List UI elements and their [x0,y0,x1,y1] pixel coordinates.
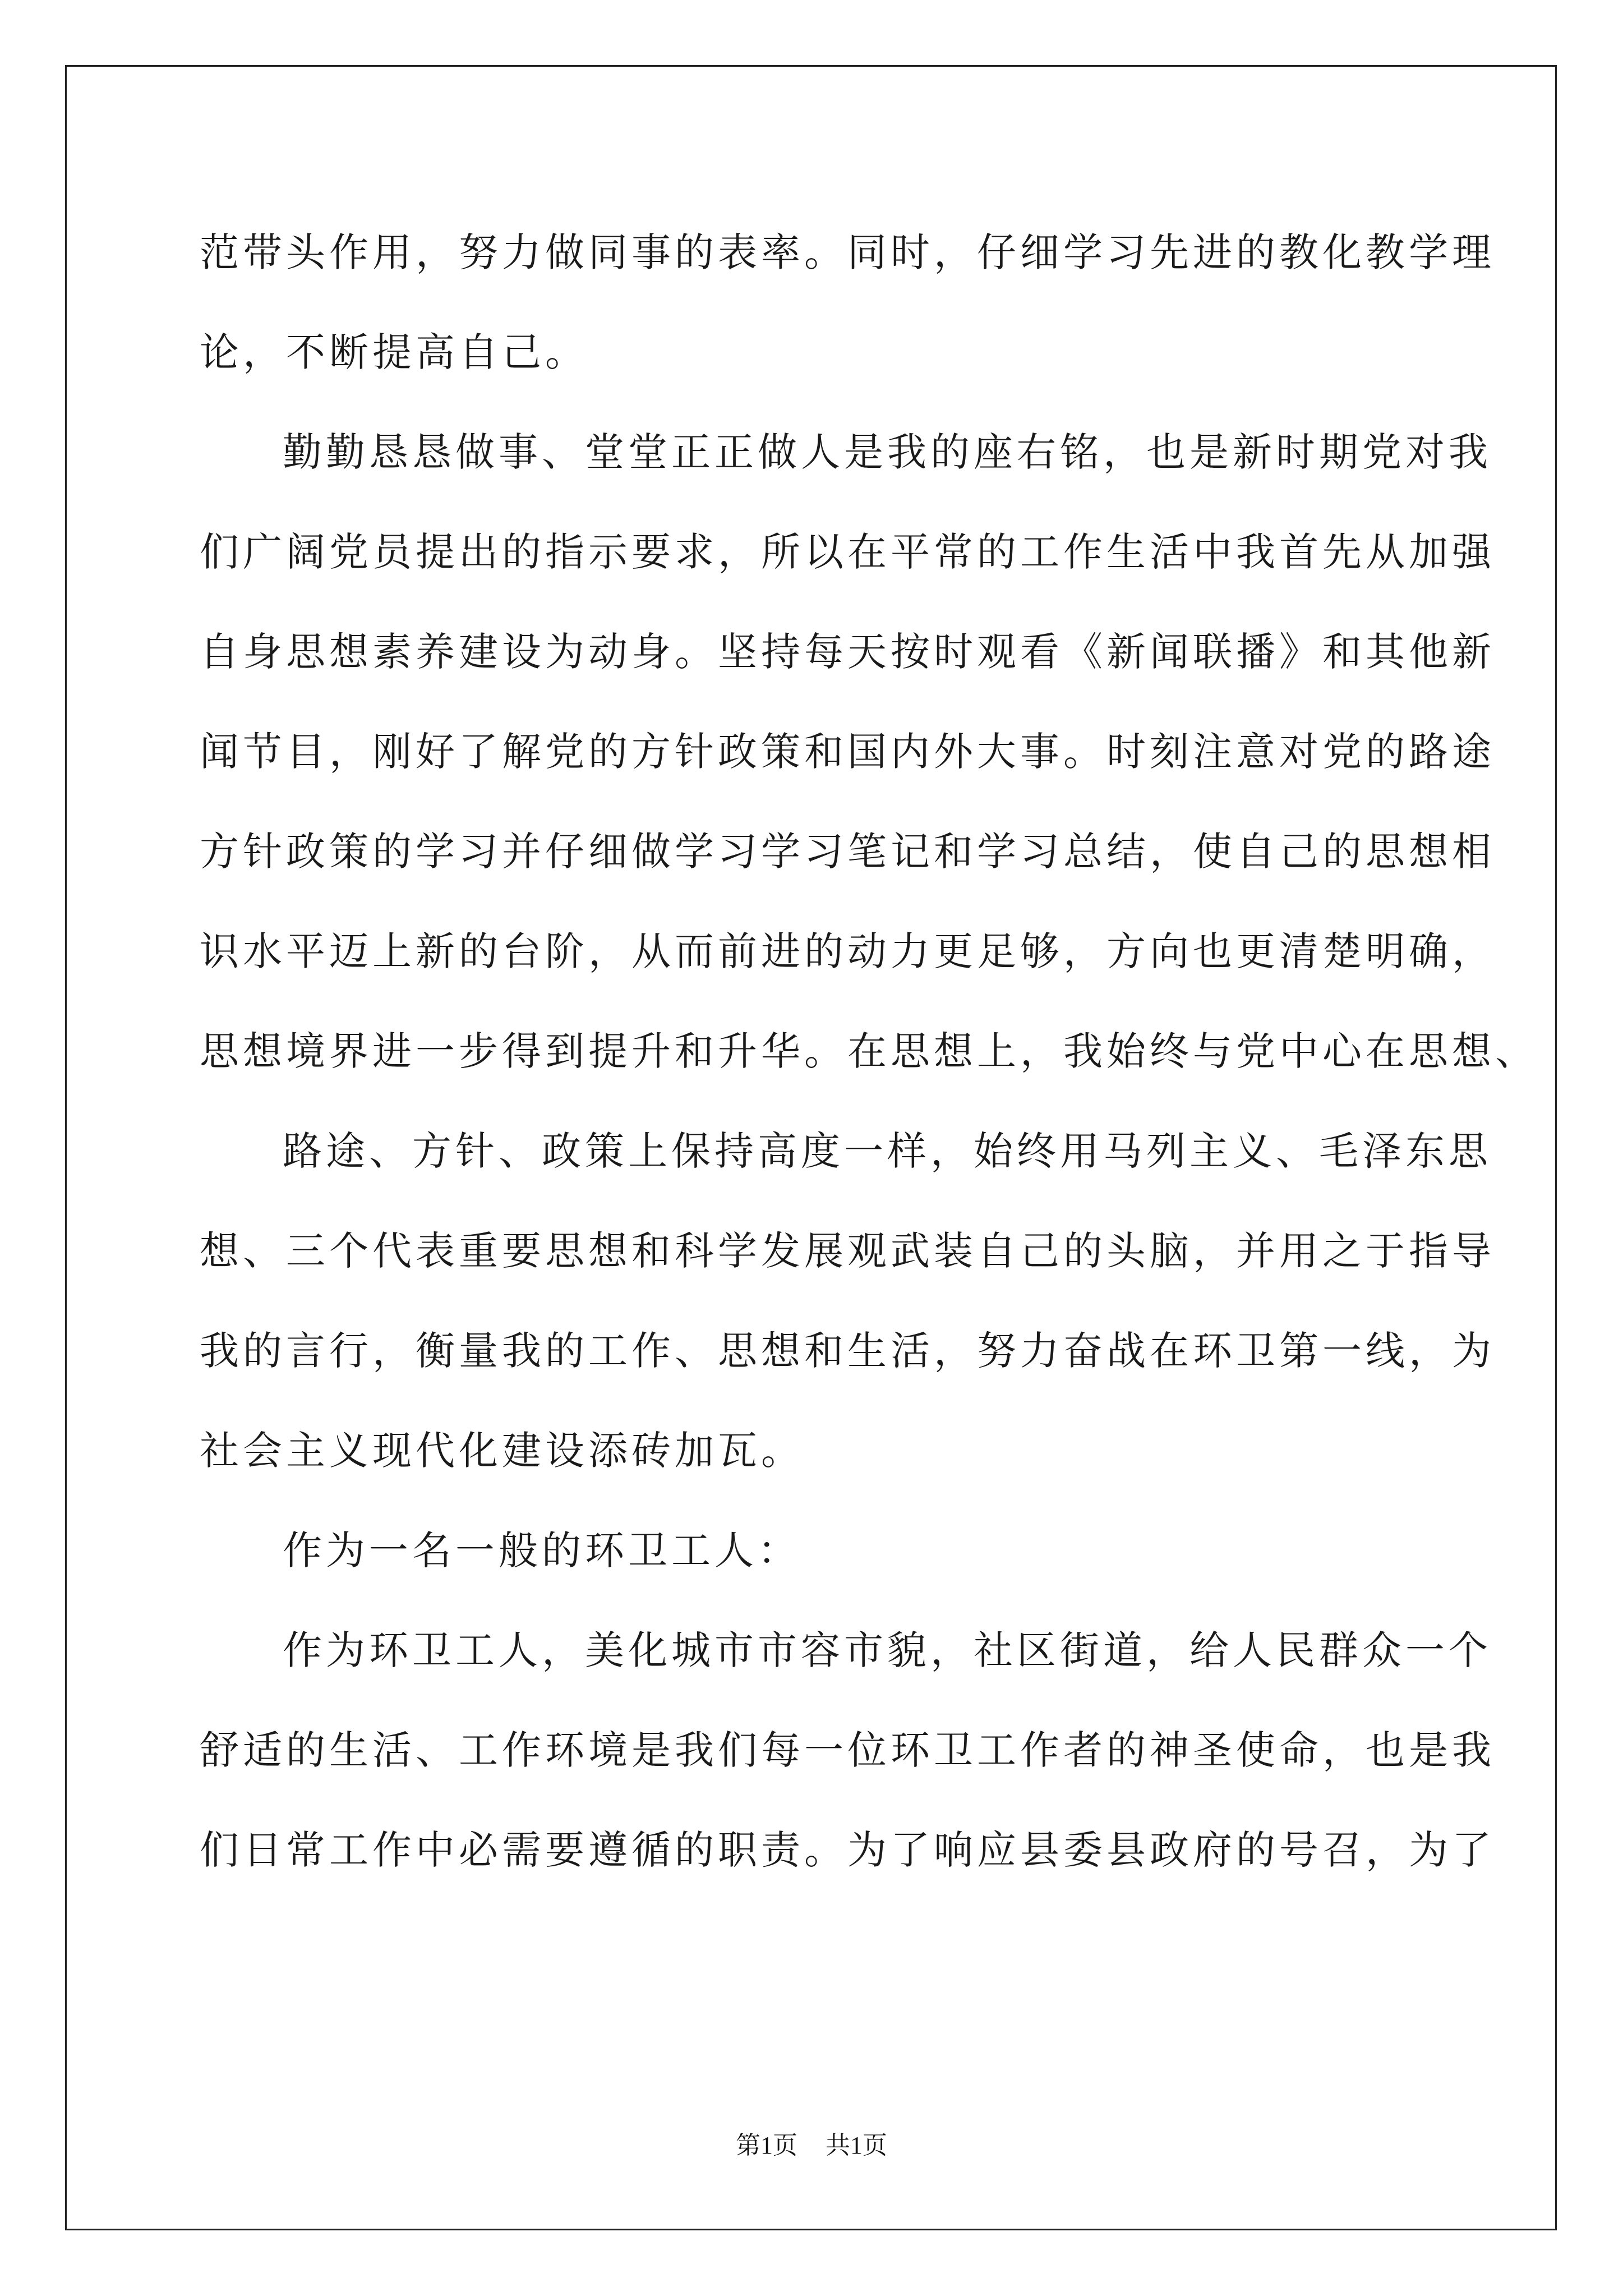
text-line: 作为一名一般的环卫工人： [283,1527,801,1573]
text-line: 思想境界进一步得到提升和升华。在思想上，我始终与党中心在思想、 [200,1028,1538,1074]
page-number: 第1页 [736,2132,797,2159]
page-total: 共1页 [826,2132,887,2159]
text-line: 闻节目，刚好了解党的方针政策和国内外大事。时刻注意对党的路途 [200,729,1495,775]
text-line: 想、三个代表重要思想和科学发展观武装自己的头脑，并用之于指导 [200,1228,1495,1274]
text-line: 识水平迈上新的台阶，从而前进的动力更足够，方向也更清楚明确， [200,928,1495,974]
text-line: 我的言行，衡量我的工作、思想和生活，努力奋战在环卫第一线，为 [200,1328,1495,1374]
document-body [200,219,1538,1916]
page-footer [0,2125,1623,2161]
text-line: 自身思想素养建设为动身。坚持每天按时观看《新闻联播》和其他新 [200,629,1495,675]
text-line: 论，不断提高自己。 [200,329,588,375]
text-line: 路途、方针、政策上保持高度一样，始终用马列主义、毛泽东思 [283,1128,1492,1174]
text-line: 舒适的生活、工作环境是我们每一位环卫工作者的神圣使命，也是我 [200,1727,1495,1773]
text-line: 方针政策的学习并仔细做学习学习笔记和学习总结，使自己的思想相 [200,829,1495,875]
text-line: 作为环卫工人，美化城市市容市貌，社区街道，给人民群众一个 [283,1627,1492,1673]
text-line: 勤勤恳恳做事、堂堂正正做人是我的座右铭，也是新时期党对我 [283,429,1492,475]
text-line: 们广阔党员提出的指示要求，所以在平常的工作生活中我首先从加强 [200,529,1495,575]
text-line: 范带头作用，努力做同事的表率。同时，仔细学习先进的教化教学理 [200,229,1495,275]
text-line: 社会主义现代化建设添砖加瓦。 [200,1428,804,1474]
text-line: 们日常工作中必需要遵循的职责。为了响应县委县政府的号召，为了 [200,1827,1495,1873]
